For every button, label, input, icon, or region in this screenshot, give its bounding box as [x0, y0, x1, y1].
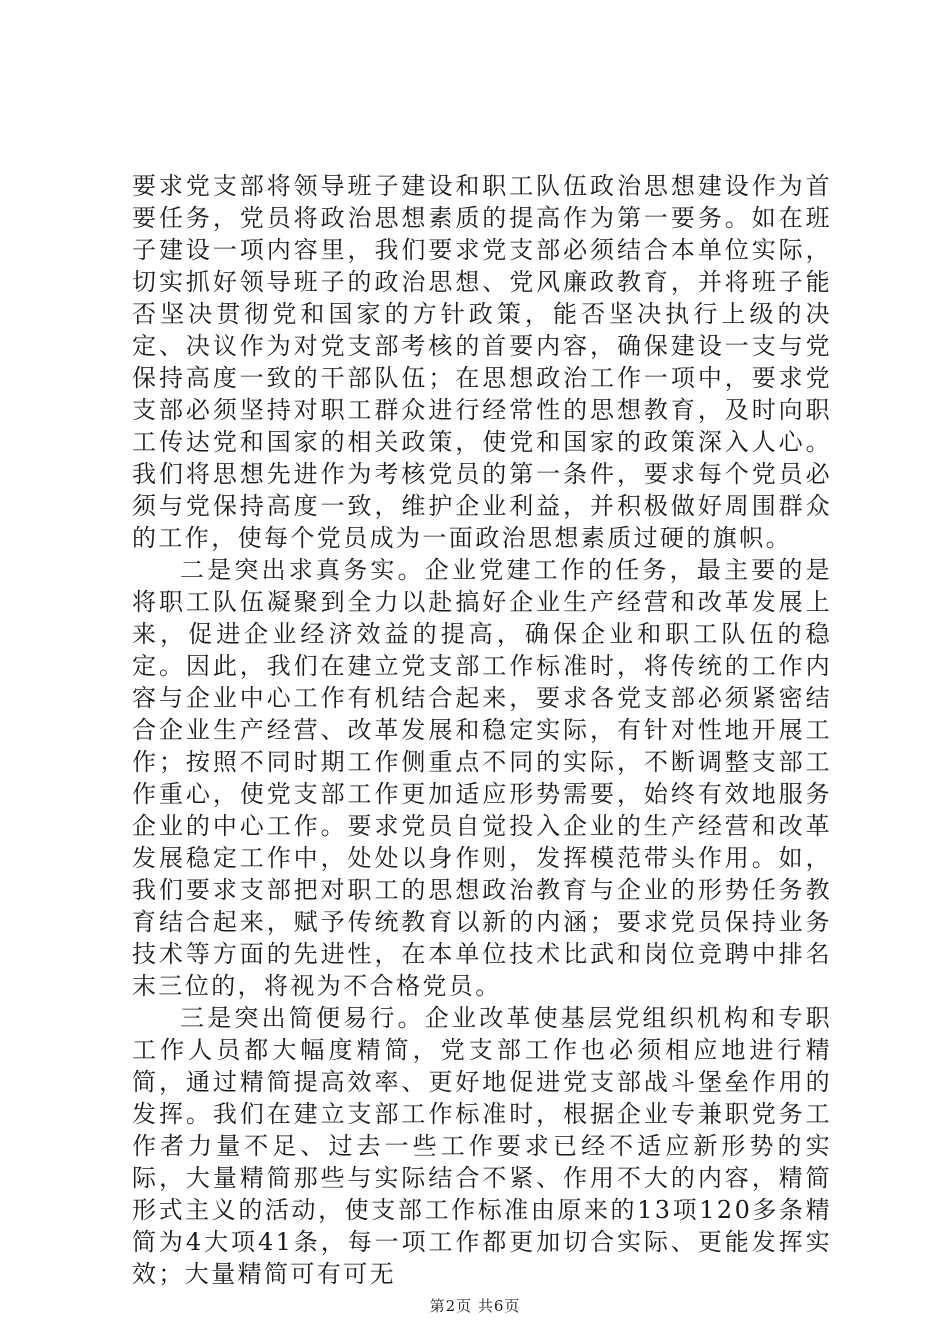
page-footer: 第2页 共6页 [429, 1297, 521, 1315]
paragraph-simplicity: 三是突出简便易行。企业改革使基层党组织机构和专职工作人员都大幅度精简，党支部工作也必须相应地进行精简，通过精简提高效率、更好地促进党支部战斗堡垒作用的发挥。我们在建立支部工作标准时，根据企业专兼职党务工作者力量不足、过去一些工作要求已经不适应新形势的实际，大量精简那些与实际结合不紧、作用不大的内容，精简形式主义的活动，使支部工作标准由原来的13项120多条精简为4大项41条，每一项工作都更加切合实际、更能发挥实效；大量精简可有可无 [132, 1004, 832, 1288]
paragraph-seek-truth: 二是突出求真务实。企业党建工作的任务，最主要的是将职工队伍凝聚到全力以赴搞好企业生产经营和改革发展上来，促进企业经济效益的提高，确保企业和职工队伍的稳定。因此，我们在建立党支部工作标准时，将传统的工作内容与企业中心工作有机结合起来，要求各党支部必须紧密结合企业生产经营、改革发展和稳定实际，有针对性地开展工作；按照不同时期工作侧重点不同的实际，不断调整支部工作重心，使党支部工作更加适应形势需要，始终有效地服务企业的中心工作。要求党员自觉投入企业的生产经营和改革发展稳定工作中，处处以身作则，发挥模范带头作用。如，我们要求支部把对职工的思想政治教育与企业的形势任务教育结合起来，赋予传统教育以新的内涵；要求党员保持业务技术等方面的先进性，在本单位技术比武和岗位竞聘中排名末三位的，将视为不合格党员。 [132, 556, 832, 1000]
paragraph-continuation: 要求党支部将领导班子建设和职工队伍政治思想建设作为首要任务，党员将政治思想素质的提高作为第一要务。如在班子建设一项内容里，我们要求党支部必须结合本单位实际，切实抓好领导班子的政治思想、党风廉政教育，并将班子能否坚决贯彻党和国家的方针政策，能否坚决执行上级的决定、决议作为对党支部考核的首要内容，确保建设一支与党保持高度一致的干部队伍；在思想政治工作一项中，要求党支部必须坚持对职工群众进行经常性的思想教育，及时向职工传达党和国家的相关政策，使党和国家的政策深入人心。我们将思想先进作为考核党员的第一条件，要求每个党员必须与党保持高度一致，维护企业利益，并积极做好周围群众的工作，使每个党员成为一面政治思想素质过硬的旗帜。 [132, 172, 832, 552]
document-body [132, 170, 832, 1290]
